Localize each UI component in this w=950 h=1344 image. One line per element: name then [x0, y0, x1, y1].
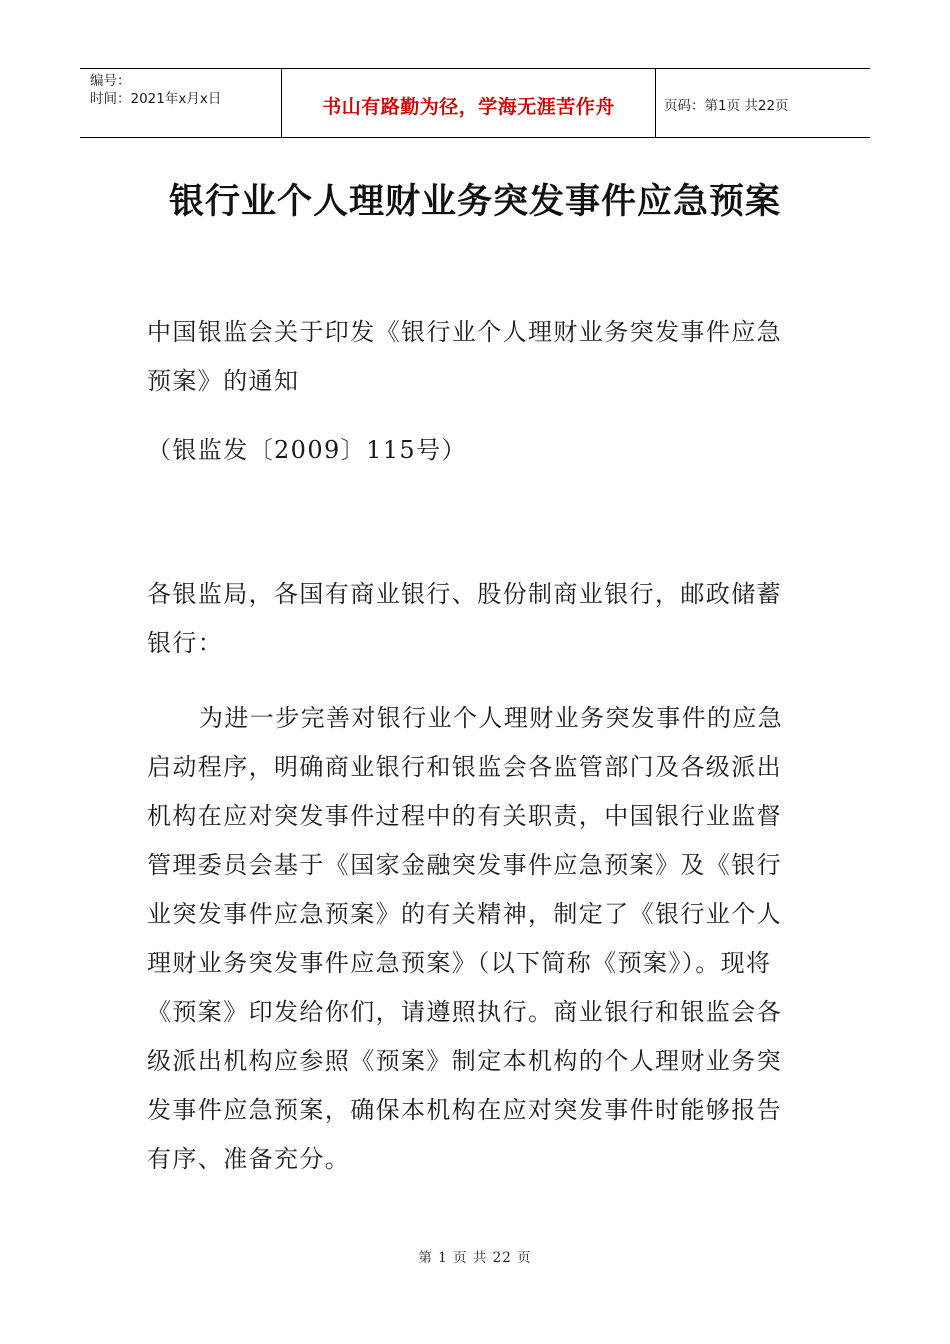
main-paragraph: 为进一步完善对银行业个人理财业务突发事件的应急启动程序，明确商业银行和银监会各监管部门及各级派出机构在应对突发事件过程中的有关职责，中国银行业监督管理委员会基于《国家金融突发事件应急预案》及《银行业突发事件应急预案》的有关精神，制定了《银行业个人理财业务突发事件应急预案》（以下简称《预案》）。现将《预案》印发给你们，请遵照执行。商业银行和银监会各级派出机构应参照《预案》制定本机构的个人理财业务突发事件应急预案，确保本机构在应对突发事件时能够报告有序、准备充分。 [147, 704, 784, 1173]
number-label: 编号： [90, 73, 131, 89]
notice-title: 中国银监会关于印发《银行业个人理财业务突发事件应急预案》的通知 [147, 318, 782, 395]
document-number: （银监发〔2009〕115号） [147, 436, 467, 464]
page-header [80, 68, 870, 138]
header-meta [80, 69, 282, 137]
document-title: 银行业个人理财业务突发事件应急预案 [168, 182, 781, 222]
time-label: 时间：2021年x月x日 [90, 91, 222, 107]
addressee: 各银监局，各国有商业银行、股份制商业银行，邮政储蓄银行： [147, 580, 782, 657]
header-motto: 书山有路勤为径，学海无涯苦作舟 [282, 69, 656, 137]
header-page-info: 页码：第1页 共22页 [664, 98, 789, 114]
page-footer: 第 1 页 共 22 页 [418, 1250, 532, 1266]
